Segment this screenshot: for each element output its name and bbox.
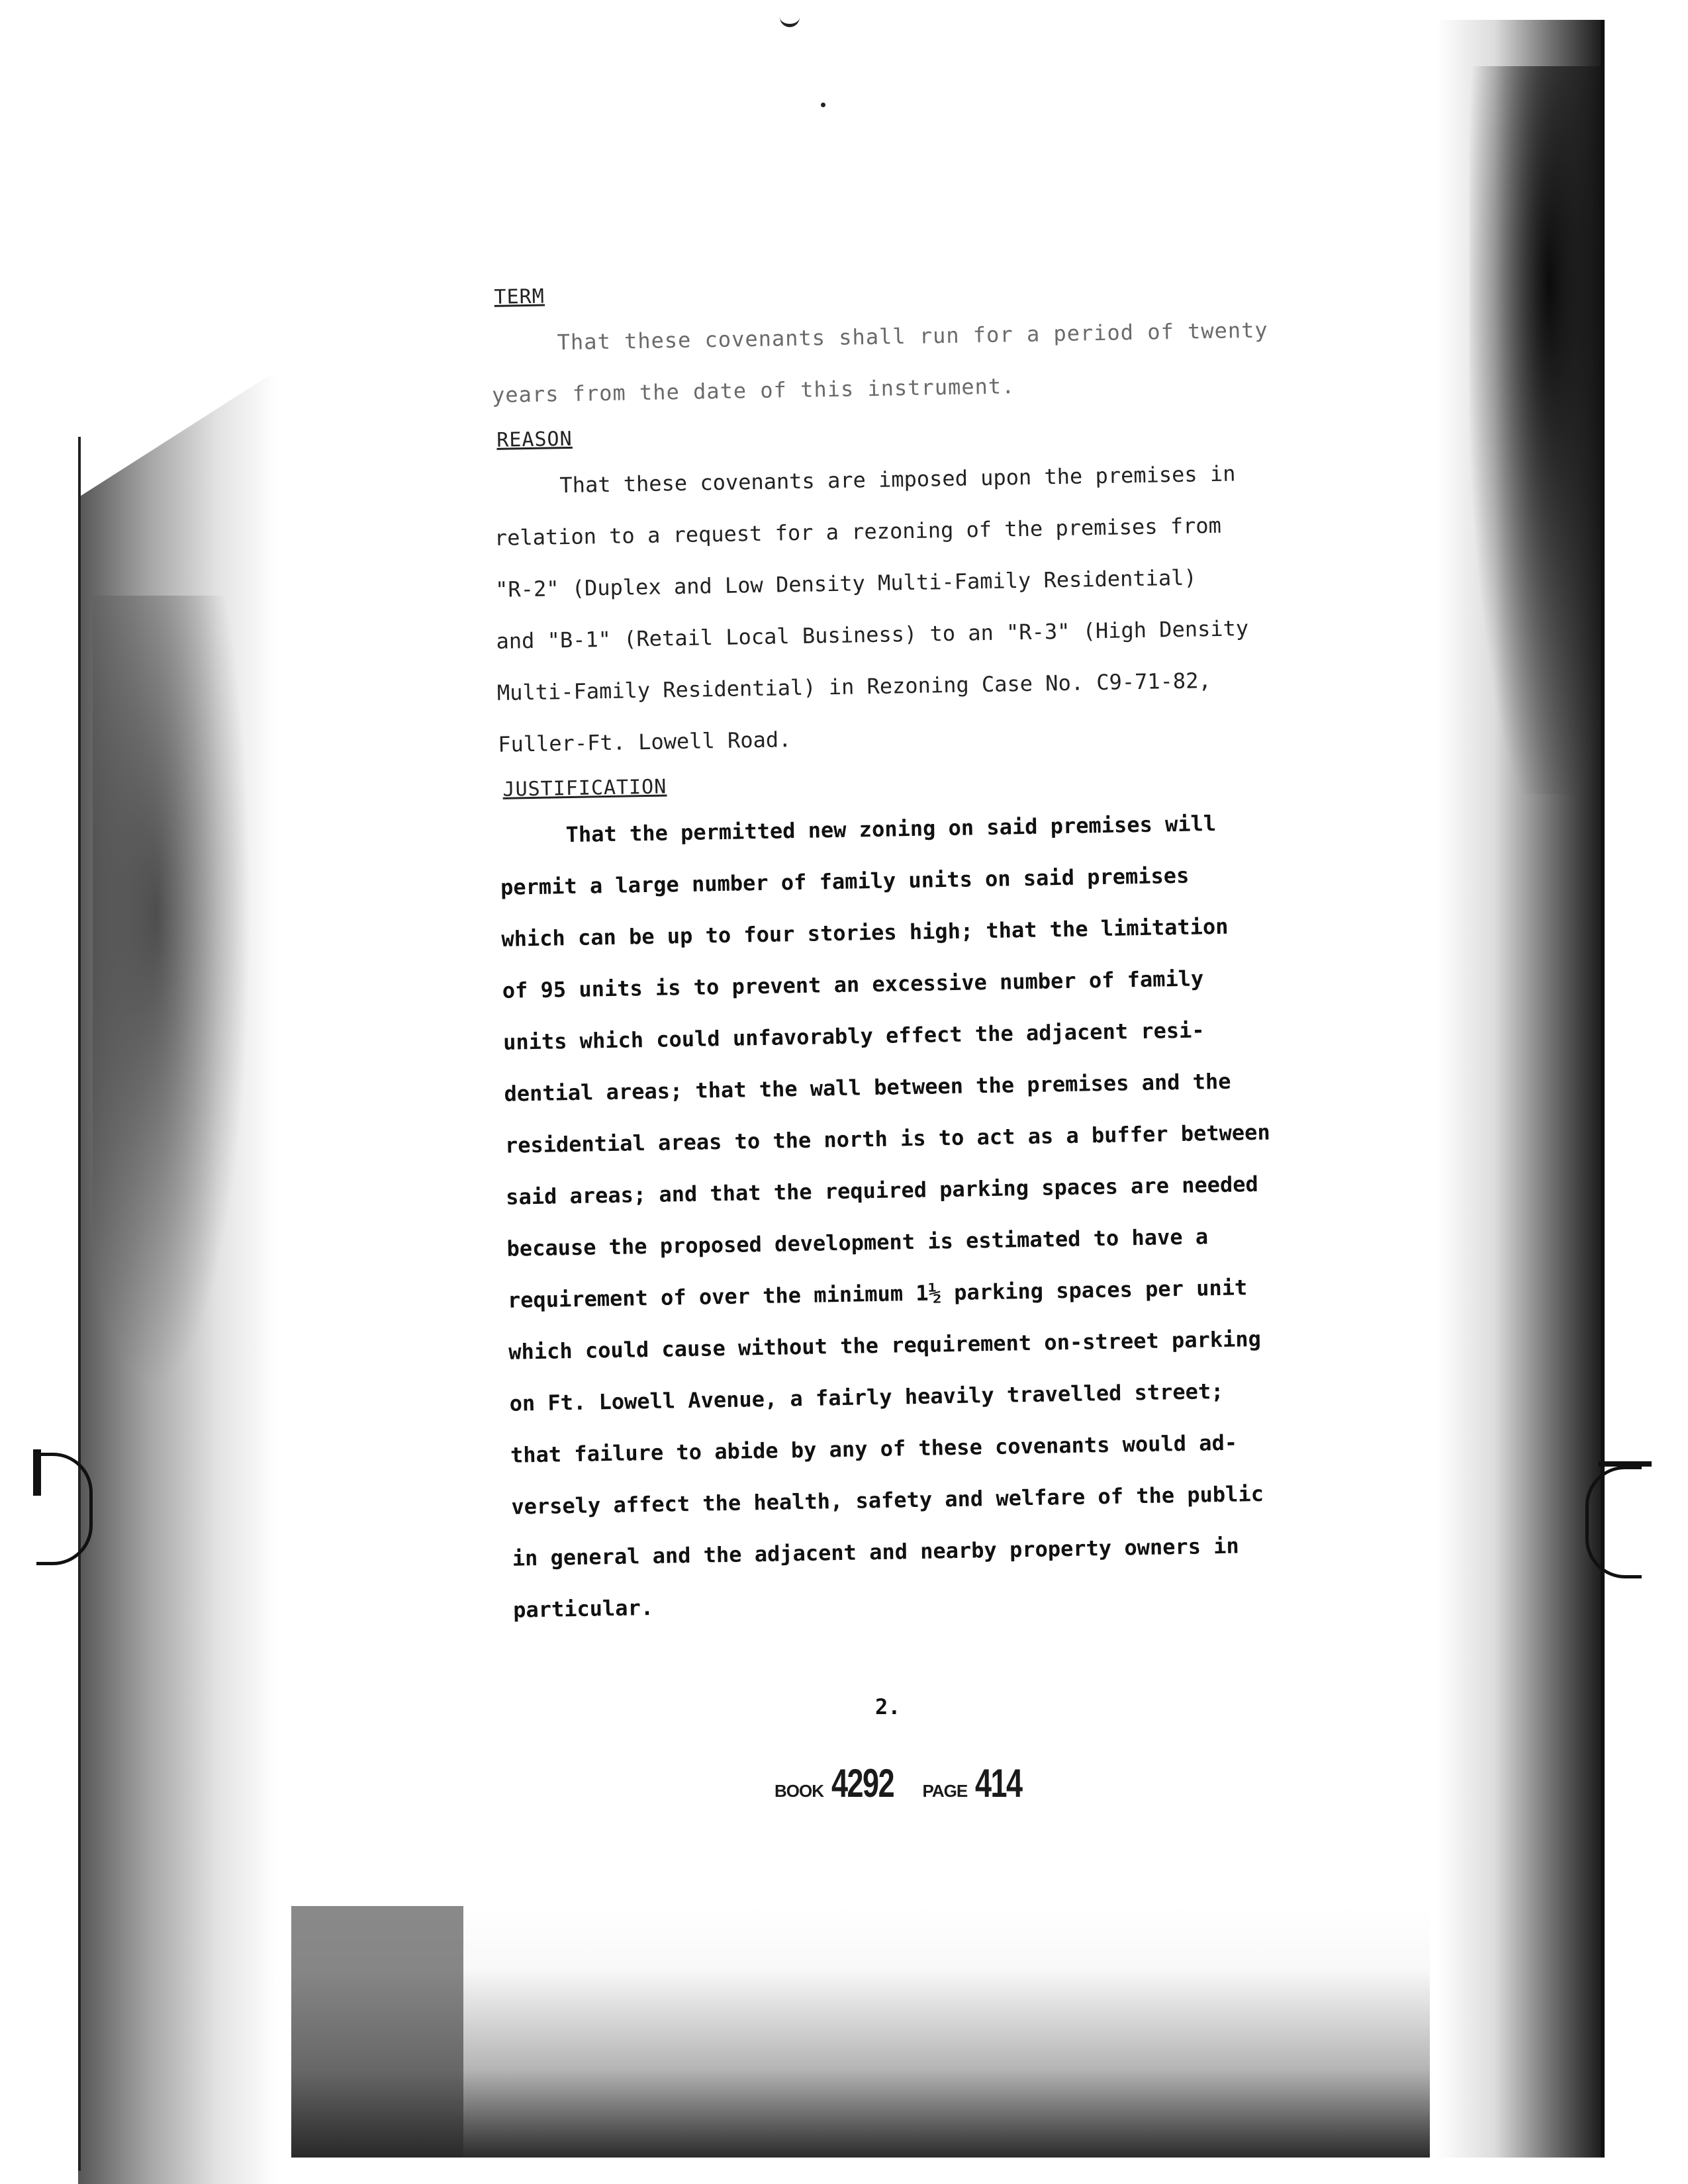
- scan-mark-top: [780, 15, 800, 27]
- justification-line-15: in general and the adjacent and nearby property owners in: [512, 1533, 1240, 1571]
- section-heading-term: TERM: [494, 285, 545, 309]
- section-heading-justification: JUSTIFICATION: [502, 775, 667, 801]
- reason-line-1: That these covenants are imposed upon the premises in: [559, 461, 1236, 498]
- justification-line-13: that failure to abide by any of these covenants would ad-: [510, 1430, 1238, 1468]
- justification-line-9: because the proposed development is estimated to have a: [506, 1224, 1209, 1261]
- scan-edge-right: [1601, 20, 1605, 2158]
- book-page-stamp: [774, 1760, 1037, 1806]
- scan-shadow-bottom-left: [291, 1906, 463, 2158]
- stamp-book-number: 4292: [831, 1761, 894, 1805]
- reason-line-6: Fuller-Ft. Lowell Road.: [497, 727, 792, 757]
- justification-line-5: units which could unfavorably effect the adjacent resi-: [502, 1017, 1205, 1055]
- binder-clip-right: [1585, 1466, 1642, 1578]
- justification-line-16: particular.: [512, 1594, 654, 1623]
- term-line-2: years from the date of this instrument.: [491, 373, 1015, 408]
- binder-clip-left: [36, 1453, 93, 1565]
- reason-line-5: Multi-Family Residential) in Rezoning Case No. C9-71-82,: [496, 668, 1211, 705]
- stamp-page-number: 414: [975, 1761, 1022, 1805]
- justification-line-8: said areas; and that the required parking spaces are needed: [505, 1171, 1259, 1210]
- justification-line-14: versely affect the health, safety and welfare of the public: [511, 1480, 1264, 1520]
- stamp-page-label: PAGE: [922, 1781, 968, 1801]
- document-body: [490, 263, 1401, 1636]
- justification-line-6: dential areas; that the wall between the premises and the: [504, 1068, 1231, 1107]
- justification-line-10: requirement of over the minimum 1½ parking spaces per unit: [507, 1275, 1248, 1313]
- scan-shadow-left-inner: [93, 596, 252, 1390]
- reason-line-4: and "B-1" (Retail Local Business) to an "R-3" (High Density: [496, 615, 1249, 654]
- justification-line-2: permit a large number of family units on said premises: [500, 862, 1190, 900]
- term-line-1: That these covenants shall run for a period of twenty: [557, 317, 1268, 355]
- section-heading-reason: REASON: [496, 427, 573, 452]
- reason-line-2: relation to a request for a rezoning of the premises from: [494, 512, 1222, 551]
- justification-line-1: That the permitted new zoning on said premises will: [565, 810, 1217, 848]
- justification-line-7: residential areas to the north is to act as a buffer between: [504, 1119, 1270, 1158]
- scan-edge-left: [78, 437, 81, 2171]
- scan-shadow-right-top: [1470, 66, 1602, 794]
- stamp-book-label: BOOK: [774, 1781, 823, 1801]
- justification-line-4: of 95 units is to prevent an excessive number of family: [502, 966, 1204, 1003]
- scan-dot-top: [821, 103, 825, 107]
- justification-line-11: which could cause without the requirement on-street parking: [508, 1326, 1262, 1365]
- justification-line-12: on Ft. Lowell Avenue, a fairly heavily travelled street;: [509, 1378, 1224, 1416]
- reason-line-3: "R-2" (Duplex and Low Density Multi-Family Residential): [494, 565, 1197, 602]
- page-number: 2.: [875, 1694, 901, 1719]
- justification-line-3: which can be up to four stories high; that the limitation: [501, 913, 1229, 952]
